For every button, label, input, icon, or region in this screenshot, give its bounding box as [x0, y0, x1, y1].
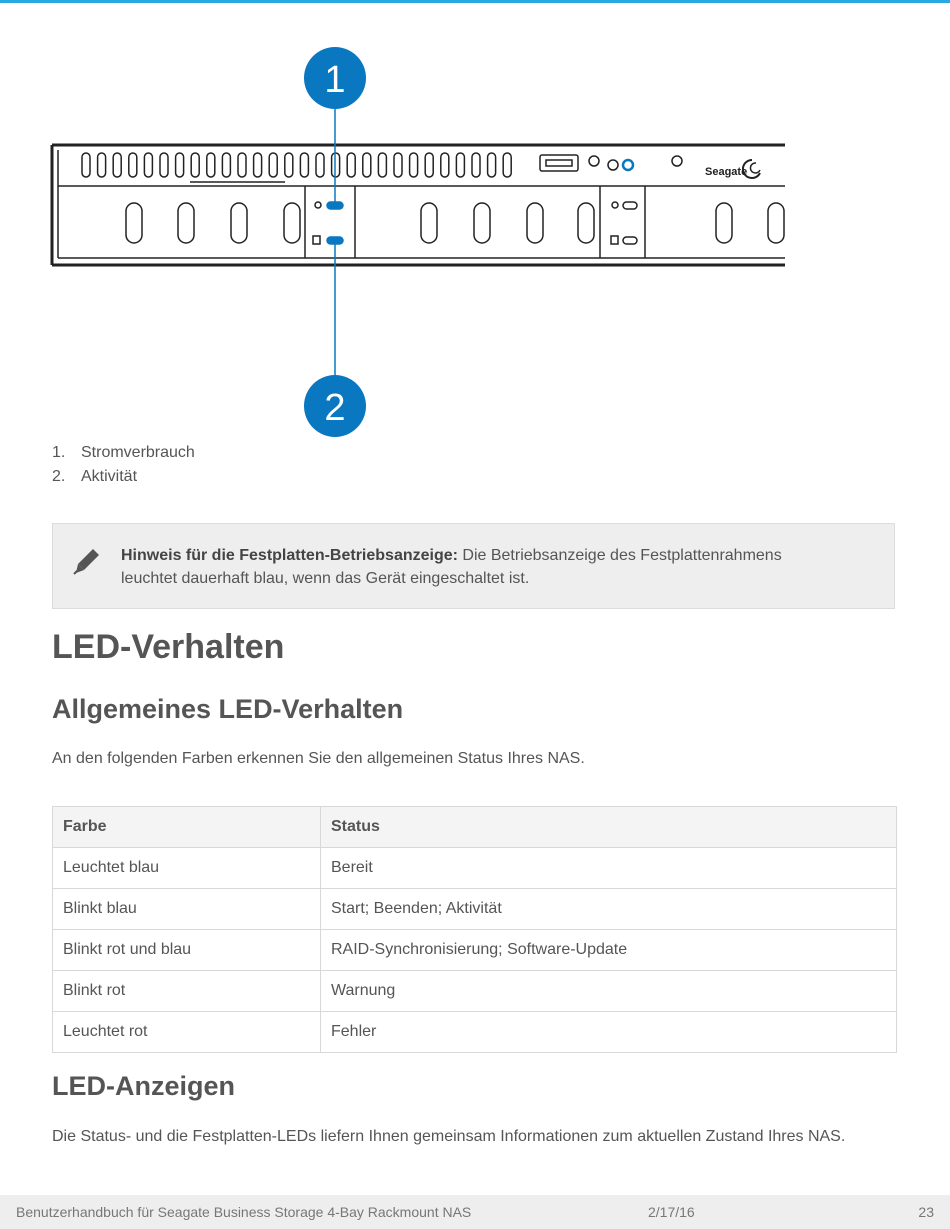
vent-slot: [488, 153, 496, 177]
vent-slot: [176, 153, 184, 177]
table-row: Leuchtet rot Fehler: [53, 1012, 897, 1053]
vent-slot: [456, 153, 464, 177]
vent-slot: [82, 153, 90, 177]
vent-slot: [410, 153, 418, 177]
section-title: LED-Verhalten: [52, 628, 285, 666]
column-header: Farbe: [53, 807, 321, 848]
pen-icon: [71, 546, 101, 576]
vent-slot: [441, 153, 449, 177]
table-row: Blinkt rot Warnung: [53, 971, 897, 1012]
note-box: [52, 523, 895, 609]
footer-date: 2/17/16: [648, 1204, 695, 1220]
nas-front-panel-figure: [0, 40, 950, 440]
list-item: 2. Aktivität: [52, 468, 138, 485]
led-status-table: [52, 806, 897, 1053]
vent-slot: [207, 153, 215, 177]
general-intro: An den folgenden Farben erkennen Sie den allgemeinen Status Ihres NAS.: [52, 750, 585, 767]
top-rule: [0, 0, 950, 3]
vent-slot: [129, 153, 137, 177]
vent-slot: [98, 153, 106, 177]
column-header: Status: [321, 807, 897, 848]
table-row: Blinkt blau Start; Beenden; Aktivität: [53, 889, 897, 930]
callout-2: 2: [324, 387, 346, 429]
vent-slot: [285, 153, 293, 177]
subsection-title-general: Allgemeines LED-Verhalten: [52, 694, 404, 724]
vent-slot: [222, 153, 230, 177]
subsection-title-indicators: LED-Anzeigen: [52, 1071, 236, 1101]
list-item: 1. Stromverbrauch: [52, 444, 195, 461]
vent-slot: [472, 153, 480, 177]
page-number: 23: [918, 1204, 934, 1220]
vent-slot: [254, 153, 262, 177]
indicators-intro: Die Status- und die Festplatten-LEDs liefern Ihnen gemeinsam Informationen zum aktuellen Zustand Ihres NAS.: [52, 1128, 846, 1145]
vent-slot: [363, 153, 371, 177]
vent-slot: [160, 153, 168, 177]
vent-slot: [347, 153, 355, 177]
page-footer: [0, 1195, 950, 1229]
vent-slot: [503, 153, 511, 177]
vent-slot: [300, 153, 308, 177]
table-row: Blinkt rot und blau RAID-Synchronisierung; Software-Update: [53, 930, 897, 971]
vent-slot: [144, 153, 152, 177]
vent-slot: [238, 153, 246, 177]
vent-slot: [394, 153, 402, 177]
callout-legend-list: [52, 441, 195, 489]
vent-slot: [425, 153, 433, 177]
vent-slot: [378, 153, 386, 177]
note-body: Die Betriebsanzeige des Festplattenrahmens leuchtet dauerhaft blau, wenn das Gerät eingeschaltet ist.: [121, 547, 782, 587]
vent-slot: [113, 153, 121, 177]
callout-1: 1: [324, 59, 346, 101]
vent-slot: [191, 153, 199, 177]
vent-slot: [269, 153, 277, 177]
vent-slot: [316, 153, 324, 177]
table-row: Leuchtet blau Bereit: [53, 848, 897, 889]
footer-title: Benutzerhandbuch für Seagate Business Storage 4-Bay Rackmount NAS: [16, 1204, 472, 1220]
note-title: Hinweis für die Festplatten-Betriebsanzeige:: [121, 547, 458, 564]
seagate-logo: Seagate: [705, 166, 748, 178]
